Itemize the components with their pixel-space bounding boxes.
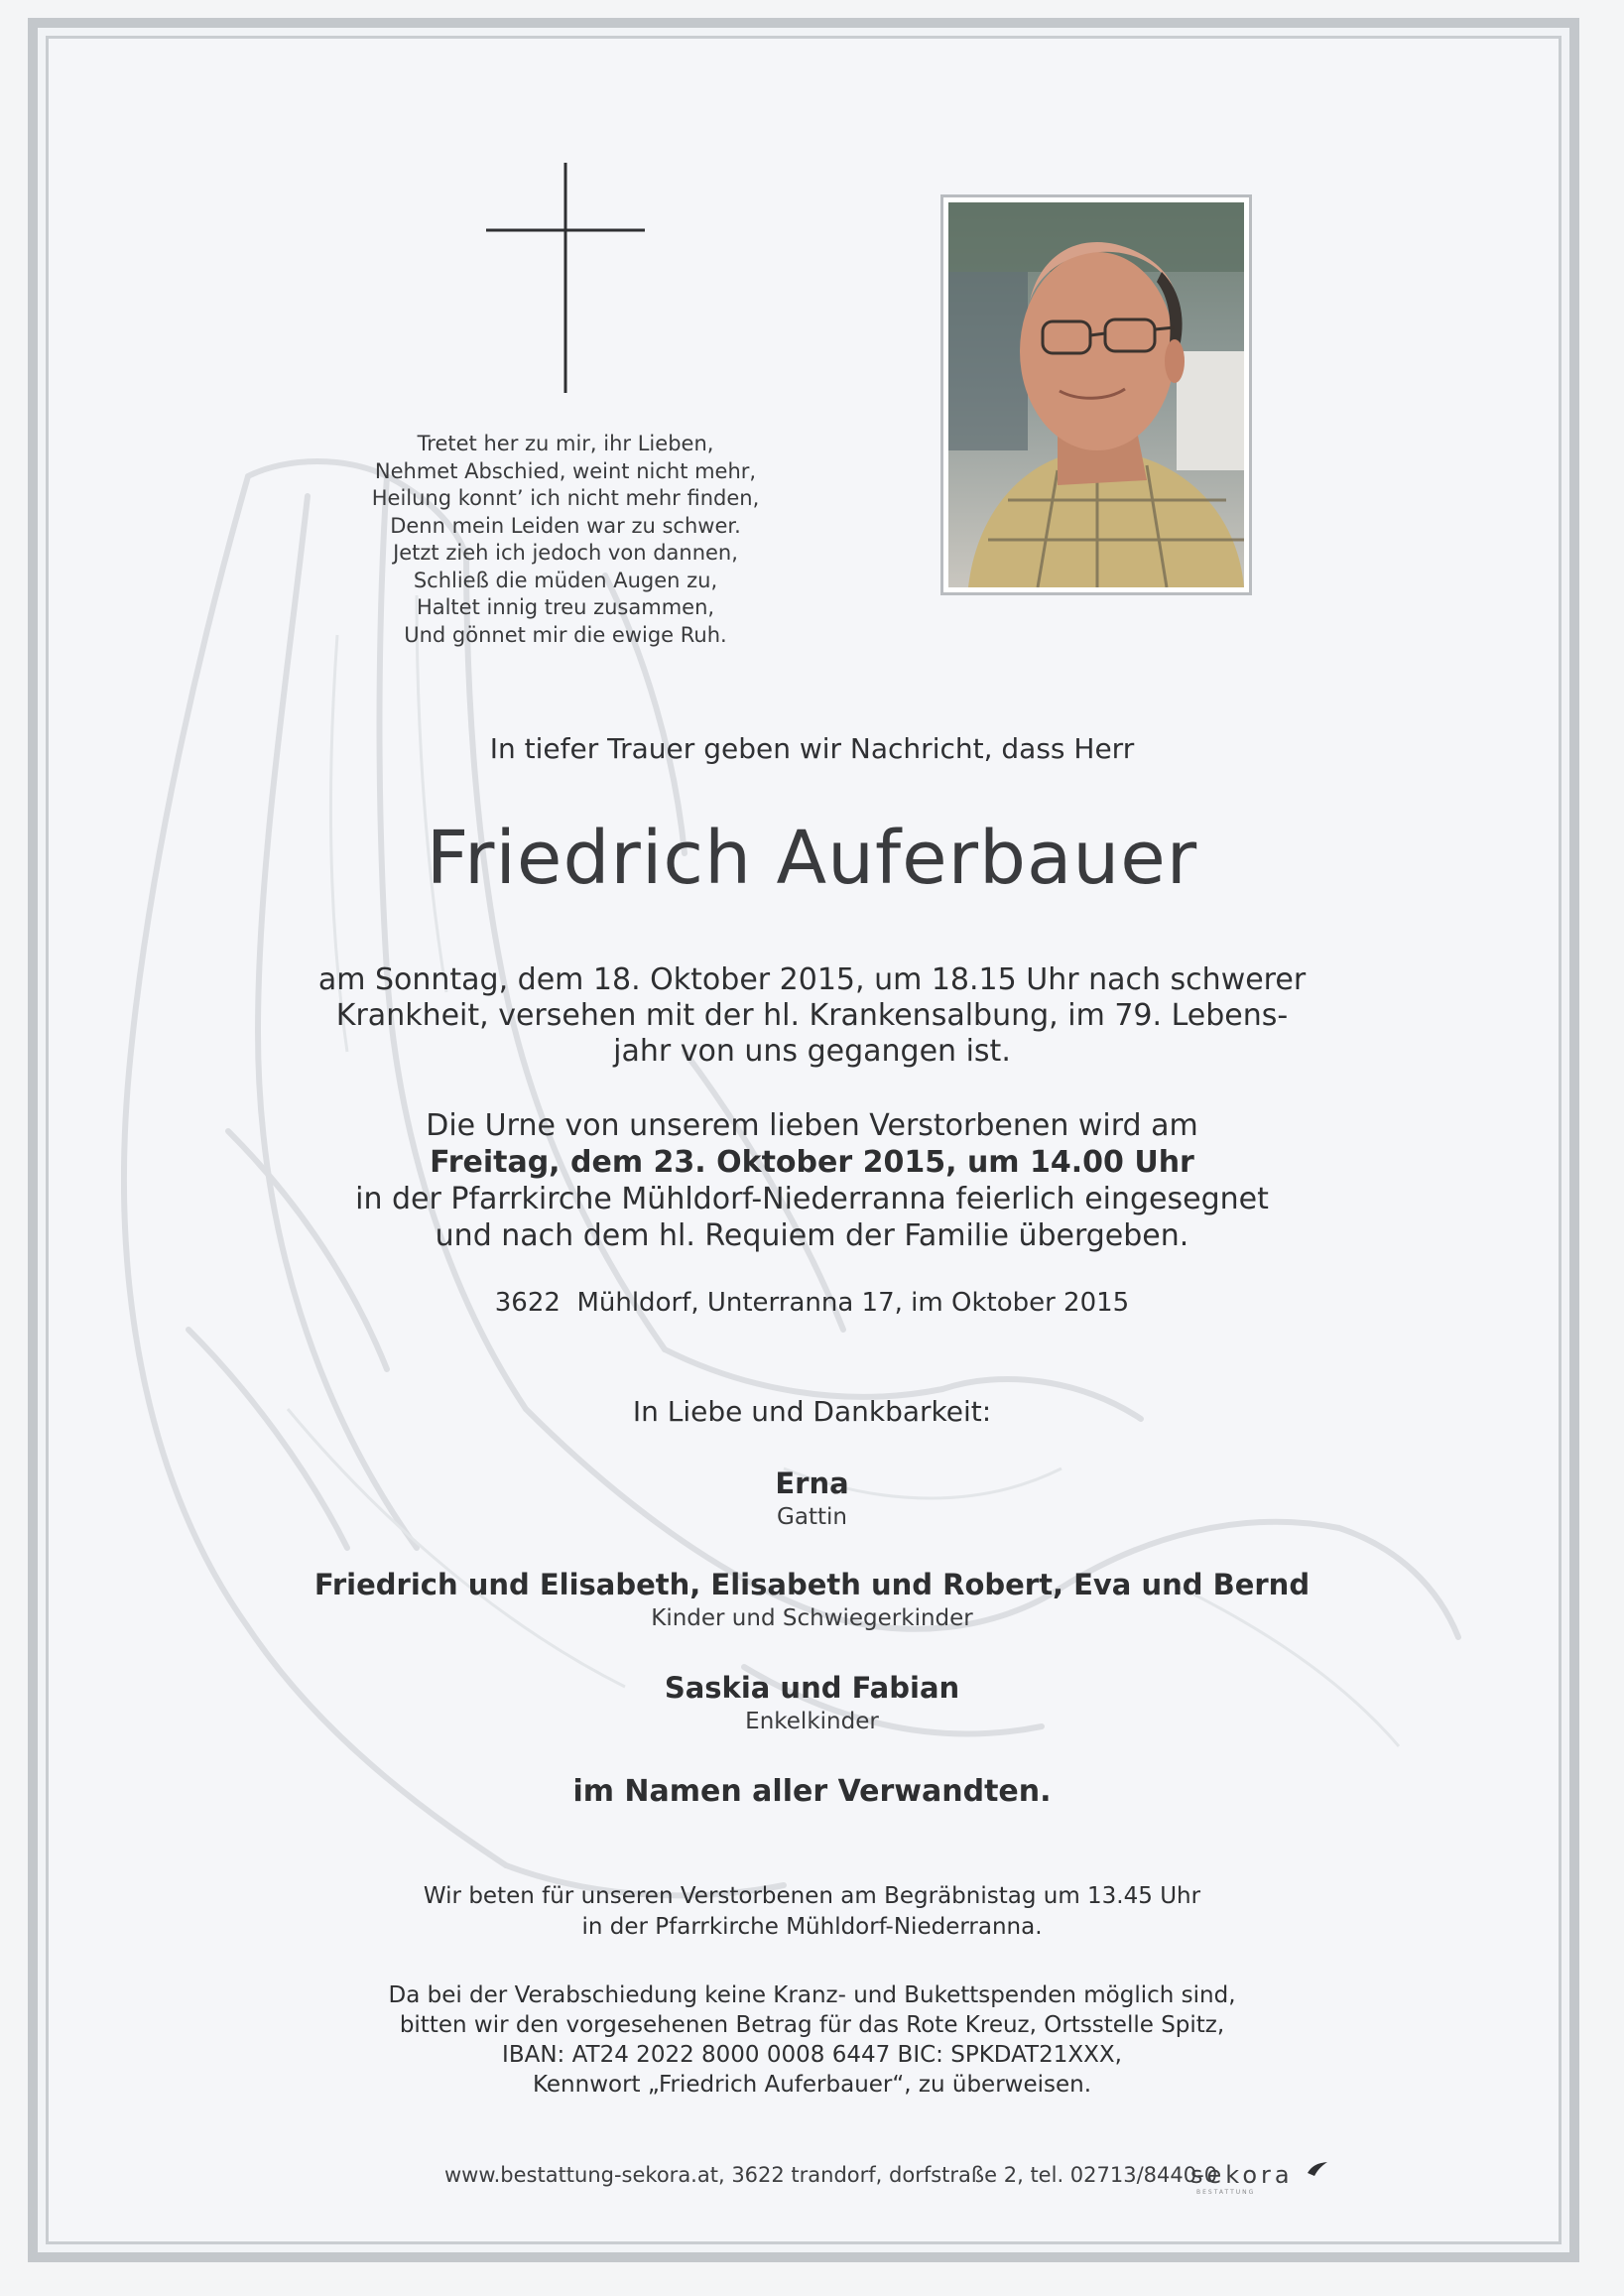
relatives-closing: im Namen aller Verwandten. xyxy=(572,1774,1052,1809)
poem-line: Haltet innig treu zusammen, xyxy=(416,595,715,619)
bird-icon xyxy=(1307,2161,1328,2177)
death-line: am Sonntag, dem 18. Oktober 2015, um 18.15 Uhr nach schwerer xyxy=(317,962,1307,997)
death-line: Krankheit, versehen mit der hl. Krankensalbung, im 79. Lebens- xyxy=(335,998,1289,1033)
poem-line: Denn mein Leiden war zu schwer. xyxy=(390,513,741,538)
donation-line: bitten wir den vorgesehenen Betrag für das Rote Kreuz, Ortsstelle Spitz, xyxy=(399,2012,1225,2038)
logo-text: sekora xyxy=(1190,2161,1294,2189)
family-role: Gattin xyxy=(777,1504,847,1530)
poem-line: Jetzt zieh ich jedoch von dannen, xyxy=(393,541,738,565)
family-name: Saskia und Fabian xyxy=(664,1671,960,1705)
intro-text: In tiefer Trauer geben wir Nachricht, dass Herr xyxy=(489,732,1135,765)
urn-date-bold: Freitag, dem 23. Oktober 2015, um 14.00 Uhr xyxy=(430,1145,1194,1180)
cross-icon xyxy=(486,159,645,397)
urn-line: und nach dem hl. Requiem der Familie übergeben. xyxy=(435,1218,1189,1253)
donation-paragraph xyxy=(0,1980,1624,2100)
urn-line: in der Pfarrkirche Mühldorf-Niederranna feierlich eingesegnet xyxy=(355,1182,1269,1216)
family-name: Erna xyxy=(775,1467,849,1500)
donation-line: Da bei der Verabschiedung keine Kranz- und Bukettspenden möglich sind, xyxy=(388,1982,1236,2008)
portrait-photo xyxy=(940,194,1252,595)
family-role: Enkelkinder xyxy=(745,1709,879,1734)
poem-line: Tretet her zu mir, ihr Lieben, xyxy=(417,432,714,455)
place-date: 3622 Mühldorf, Unterranna 17, im Oktober 2015 xyxy=(494,1288,1130,1318)
poem-line: Schließ die müden Augen zu, xyxy=(413,568,718,592)
logo-subtitle: BESTATTUNG xyxy=(1196,2189,1256,2196)
urn-paragraph xyxy=(0,1107,1624,1254)
family-role: Kinder und Schwiegerkinder xyxy=(651,1605,973,1631)
poem xyxy=(327,431,804,649)
poem-line: Heilung konnt’ ich nicht mehr finden, xyxy=(371,486,760,510)
death-line: jahr von uns gegangen ist. xyxy=(613,1034,1011,1069)
funeral-home-contact: www.bestattung-sekora.at, 3622 trandorf, dorfstraße 2, tel. 02713/8440-0 xyxy=(444,2163,1218,2187)
prayer-paragraph xyxy=(0,1881,1624,1943)
prayer-line: in der Pfarrkirche Mühldorf-Niederranna. xyxy=(581,1914,1043,1940)
sekora-logo xyxy=(1190,2161,1328,2196)
gratitude-heading: In Liebe und Dankbarkeit: xyxy=(632,1395,992,1428)
deceased-name: Friedrich Auferbauer xyxy=(426,816,1198,901)
death-paragraph xyxy=(0,962,1624,1070)
poem-line: Und gönnet mir die ewige Ruh. xyxy=(404,622,727,647)
poem-line: Nehmet Abschied, weint nicht mehr, xyxy=(374,458,757,483)
donation-line: IBAN: AT24 2022 8000 0008 6447 BIC: SPKDAT21XXX, xyxy=(502,2042,1122,2068)
urn-line: Die Urne von unserem lieben Verstorbenen wird am xyxy=(426,1108,1198,1143)
portrait-image xyxy=(948,202,1244,587)
donation-line: Kennwort „Friedrich Auferbauer“, zu überweisen. xyxy=(532,2072,1092,2098)
family-name: Friedrich und Elisabeth, Elisabeth und Robert, Eva und Bernd xyxy=(313,1568,1311,1601)
prayer-line: Wir beten für unseren Verstorbenen am Begräbnistag um 13.45 Uhr xyxy=(423,1883,1201,1909)
